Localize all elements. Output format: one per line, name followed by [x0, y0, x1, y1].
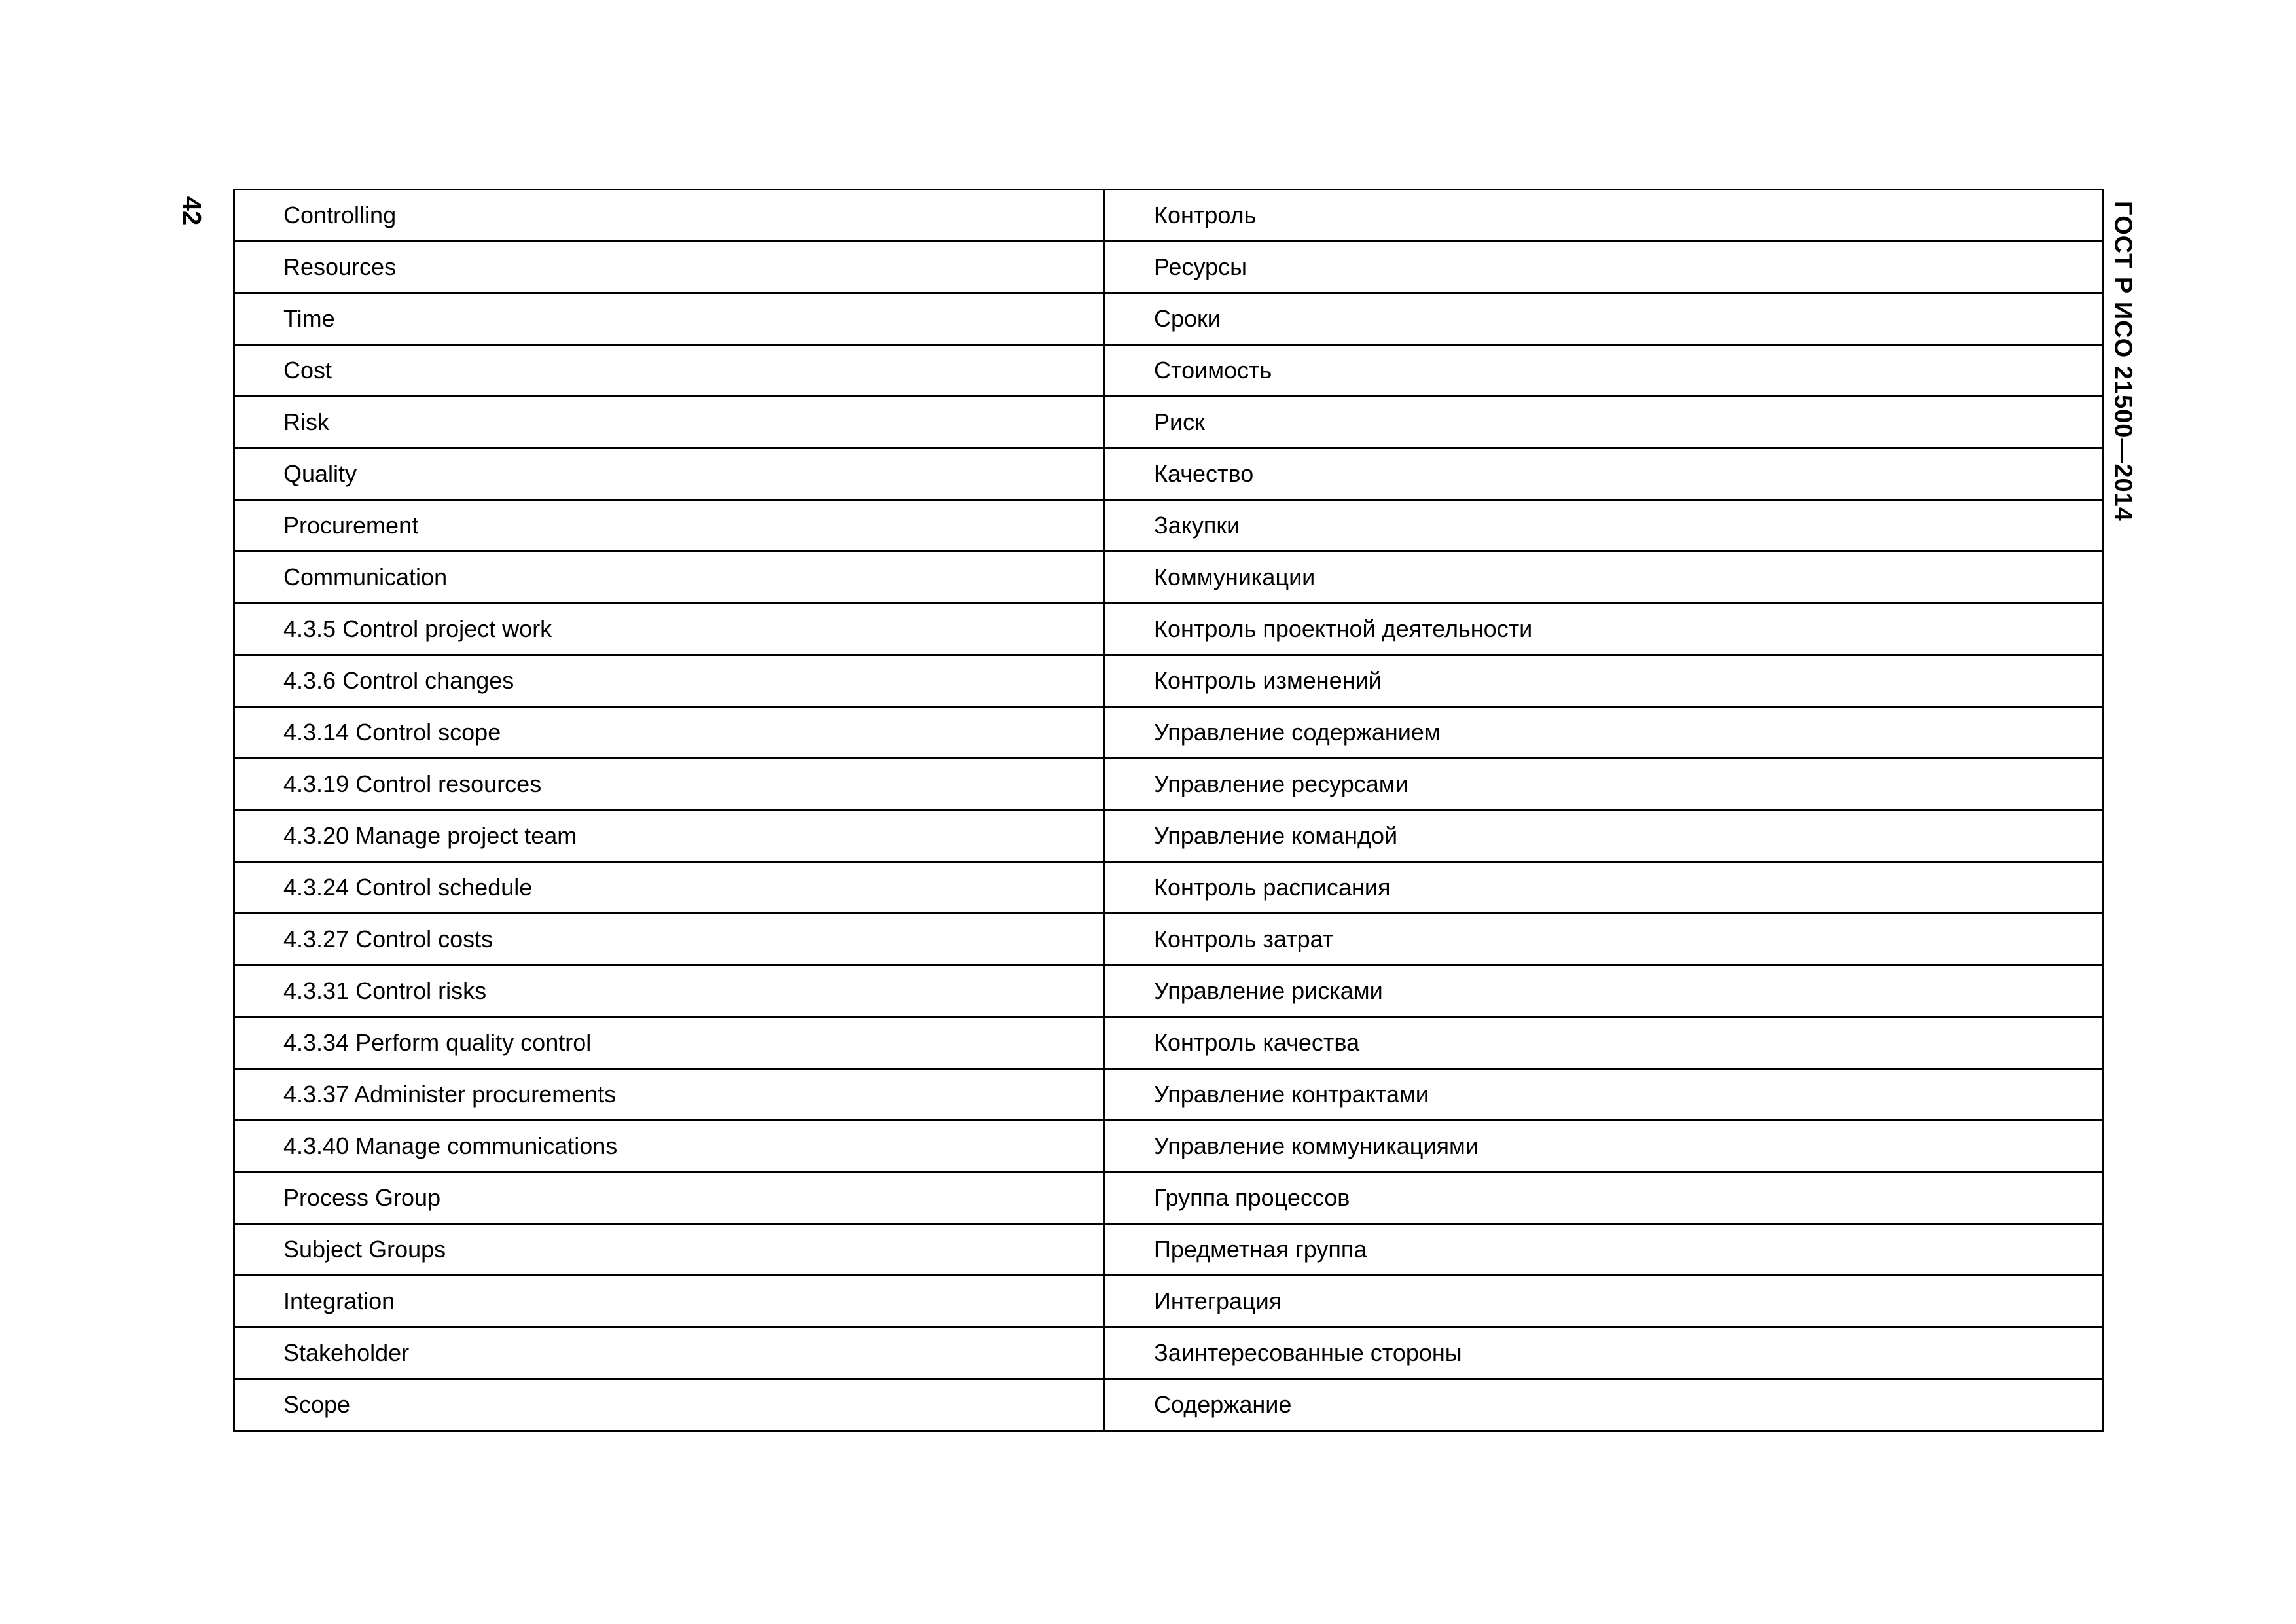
- term-english: 4.3.27 Control costs: [234, 914, 1105, 965]
- table-row: [234, 810, 2103, 862]
- term-english: 4.3.37 Administer procurements: [234, 1069, 1105, 1121]
- term-russian: Управление контрактами: [1105, 1069, 2103, 1121]
- table-row: [234, 862, 2103, 914]
- term-russian: Управление рисками: [1105, 965, 2103, 1017]
- table-row: [234, 397, 2103, 448]
- table-row: [234, 707, 2103, 759]
- term-russian: Коммуникации: [1105, 552, 2103, 604]
- term-english: Integration: [234, 1276, 1105, 1327]
- terms-table: [233, 189, 2104, 1432]
- term-russian: Закупки: [1105, 500, 2103, 552]
- table-row: [234, 242, 2103, 293]
- term-english: 4.3.24 Control schedule: [234, 862, 1105, 914]
- term-english: Cost: [234, 345, 1105, 397]
- term-russian: Заинтересованные стороны: [1105, 1327, 2103, 1379]
- term-russian: Управление ресурсами: [1105, 759, 2103, 810]
- table-row: [234, 1017, 2103, 1069]
- term-russian: Контроль качества: [1105, 1017, 2103, 1069]
- term-russian: Группа процессов: [1105, 1172, 2103, 1224]
- term-russian: Контроль затрат: [1105, 914, 2103, 965]
- table-row: [234, 1276, 2103, 1327]
- term-english: 4.3.20 Manage project team: [234, 810, 1105, 862]
- term-english: 4.3.34 Perform quality control: [234, 1017, 1105, 1069]
- term-english: Subject Groups: [234, 1224, 1105, 1276]
- table-row: [234, 1172, 2103, 1224]
- term-russian: Управление коммуникациями: [1105, 1121, 2103, 1172]
- standard-designation: ГОСТ Р ИСО 21500—2014: [2109, 201, 2137, 522]
- terms-table-body: [234, 190, 2103, 1431]
- term-english: 4.3.31 Control risks: [234, 965, 1105, 1017]
- term-russian: Качество: [1105, 448, 2103, 500]
- table-row: [234, 190, 2103, 242]
- table-row: [234, 1121, 2103, 1172]
- term-english: 4.3.5 Control project work: [234, 604, 1105, 655]
- term-english: Procurement: [234, 500, 1105, 552]
- table-row: [234, 448, 2103, 500]
- term-russian: Контроль проектной деятельности: [1105, 604, 2103, 655]
- term-russian: Контроль: [1105, 190, 2103, 242]
- table-row: [234, 655, 2103, 707]
- term-english: Scope: [234, 1379, 1105, 1431]
- term-english: Stakeholder: [234, 1327, 1105, 1379]
- term-english: Communication: [234, 552, 1105, 604]
- term-english: Risk: [234, 397, 1105, 448]
- table-row: [234, 914, 2103, 965]
- table-row: [234, 1379, 2103, 1431]
- term-english: 4.3.19 Control resources: [234, 759, 1105, 810]
- term-english: Quality: [234, 448, 1105, 500]
- table-row: [234, 552, 2103, 604]
- table-row: [234, 759, 2103, 810]
- term-english: Time: [234, 293, 1105, 345]
- term-english: 4.3.6 Control changes: [234, 655, 1105, 707]
- table-row: [234, 500, 2103, 552]
- term-russian: Сроки: [1105, 293, 2103, 345]
- term-russian: Риск: [1105, 397, 2103, 448]
- table-row: [234, 1069, 2103, 1121]
- term-russian: Интеграция: [1105, 1276, 2103, 1327]
- term-russian: Контроль изменений: [1105, 655, 2103, 707]
- term-russian: Содержание: [1105, 1379, 2103, 1431]
- table-row: [234, 604, 2103, 655]
- term-russian: Управление содержанием: [1105, 707, 2103, 759]
- term-english: 4.3.40 Manage communications: [234, 1121, 1105, 1172]
- page-number: 42: [177, 196, 206, 226]
- table-row: [234, 965, 2103, 1017]
- term-russian: Стоимость: [1105, 345, 2103, 397]
- term-russian: Ресурсы: [1105, 242, 2103, 293]
- term-english: Resources: [234, 242, 1105, 293]
- term-english: Process Group: [234, 1172, 1105, 1224]
- term-russian: Управление командой: [1105, 810, 2103, 862]
- term-russian: Контроль расписания: [1105, 862, 2103, 914]
- table-row: [234, 345, 2103, 397]
- table-row: [234, 1327, 2103, 1379]
- term-english: 4.3.14 Control scope: [234, 707, 1105, 759]
- term-russian: Предметная группа: [1105, 1224, 2103, 1276]
- term-english: Controlling: [234, 190, 1105, 242]
- table-row: [234, 293, 2103, 345]
- table-row: [234, 1224, 2103, 1276]
